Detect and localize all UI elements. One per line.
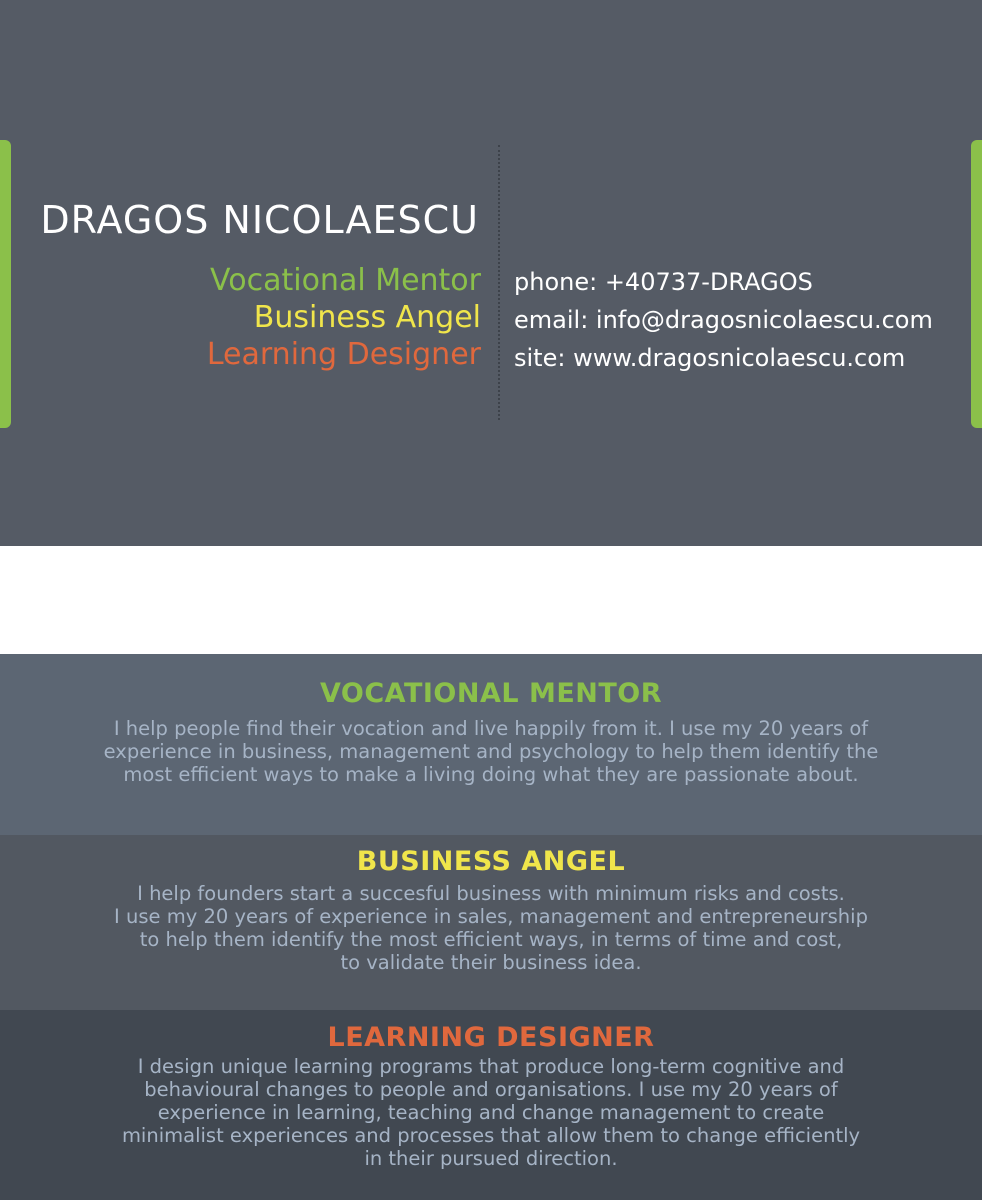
description-line: I design unique learning programs that produce long-term cognitive and	[137, 1055, 845, 1078]
description-line: most efficient ways to make a living doing what they are passionate about.	[123, 763, 859, 786]
section-learning-designer	[0, 1010, 982, 1200]
description-line: experience in business, management and psychology to help them identify the	[103, 740, 879, 763]
person-name: DRAGOS NICOLAESCU	[40, 198, 479, 242]
card-front	[0, 0, 982, 546]
role-learning-designer: Learning Designer	[206, 337, 481, 372]
left-accent-bar	[0, 140, 11, 428]
vertical-divider	[498, 145, 500, 420]
role-vocational-mentor: Vocational Mentor	[210, 263, 481, 298]
right-accent-bar	[971, 140, 982, 428]
section-description	[0, 717, 982, 786]
section-title: VOCATIONAL MENTOR	[319, 678, 663, 709]
section-description	[0, 1055, 982, 1170]
section-title: BUSINESS ANGEL	[356, 846, 626, 877]
contact-phone: phone: +40737-DRAGOS	[514, 268, 813, 296]
description-line: I use my 20 years of experience in sales, management and entrepreneurship	[114, 905, 868, 928]
contact-site: site: www.dragosnicolaescu.com	[514, 344, 906, 372]
contact-info	[514, 263, 933, 377]
roles-list	[207, 262, 481, 373]
section-description	[0, 882, 982, 974]
section-business-angel	[0, 835, 982, 1010]
description-line: behavioural changes to people and organisations. I use my 20 years of	[144, 1078, 838, 1101]
description-line: in their pursued direction.	[364, 1147, 618, 1170]
description-line: experience in learning, teaching and change management to create	[157, 1101, 825, 1124]
description-line: to validate their business idea.	[340, 951, 642, 974]
card-back	[0, 654, 982, 1200]
section-title: LEARNING DESIGNER	[327, 1022, 655, 1053]
description-line: minimalist experiences and processes that allow them to change efficiently	[121, 1124, 861, 1147]
contact-email: email: info@dragosnicolaescu.com	[514, 306, 933, 334]
description-line: I help founders start a succesful business with minimum risks and costs.	[137, 882, 845, 905]
description-line: to help them identify the most efficient ways, in terms of time and cost,	[139, 928, 843, 951]
description-line: I help people find their vocation and live happily from it. I use my 20 years of	[113, 717, 869, 740]
section-vocational-mentor	[0, 654, 982, 835]
role-business-angel: Business Angel	[253, 300, 481, 335]
